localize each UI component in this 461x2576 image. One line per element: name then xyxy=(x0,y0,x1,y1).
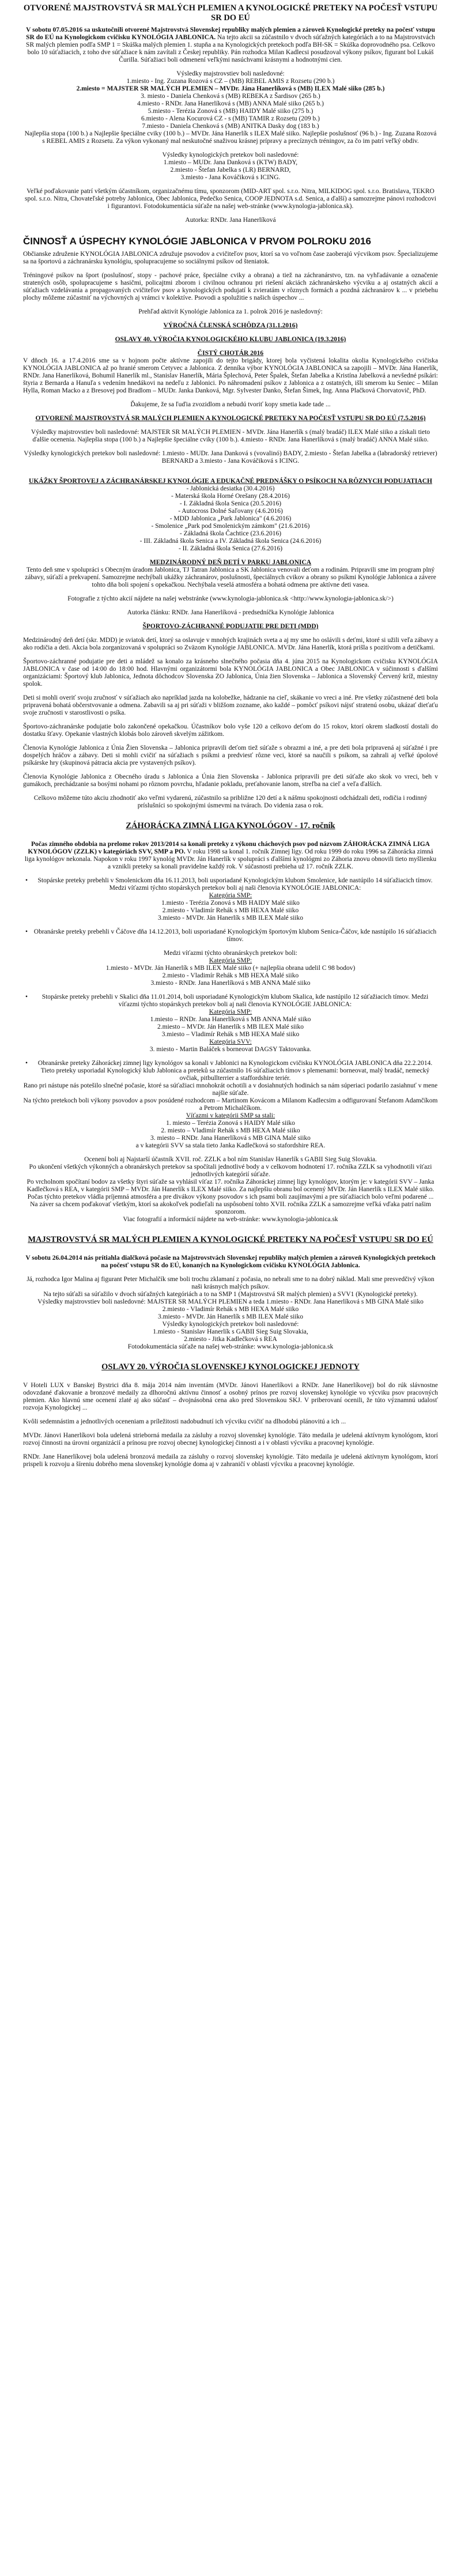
list-item: Najlepšia stopa (100 b.) a Najlepšie špeciálne cviky (100 b.) – MVDr. Jána Hanerlík s ILEX Malé siiko. Najlepšie poslušnosť (96 b.) - Ing. Zuzana Rozová s REBEL AMIS z Rozsetu. Za výkon vykonaný mal neskutočné snaživou krásnej prípravy a precíznych tréningov, za čo im patrí veľký obdiv. xyxy=(24,130,437,145)
list-item: - Smolenice „Park pod Smolenickým zámkom" (21.6.2016) xyxy=(151,523,310,530)
list-item: 2.miesto - Štefan Jabelka s (LR) BERNARD, xyxy=(170,167,291,173)
list-item: - II. Základná škola Senica (27.6.2016) xyxy=(178,545,283,552)
s2-majst-heading: OTVORENÉ MAJSTROVSTVÁ SR MALÝCH PLEMIEN A KYNOLOGICKÉ PRETEKY NA POČESŤ VSTUPU SR DO EÚ (7.5.2016) xyxy=(35,415,426,422)
list-item: 2.miesto - Vladimír Rehák s MB HEXA Malé siiko xyxy=(162,1306,299,1313)
list-item: 1.miesto – RNDr. Jana Hanerlíková s MB ANNA Malé siiko xyxy=(150,1016,311,1023)
s6-p2: Kvôli sedemnástim a jednotlivých oceneniam a príležitosti nadobudnutí ich výcviku cvičiť na dlhodobú plánovitú a ich ... xyxy=(23,1418,346,1425)
s5-body xyxy=(23,1276,438,1351)
list-item: • Stopárske preteky prebehli v Skalici dňa 11.01.2014, boli usporiadané Kynologickým klubom Skalica, kde nastúpilo 12 súťažiacich tímov. Medzi víťazmi týchto stopárskych pretekov boli aj naši členovia KYNOLÓGIE JABLONICA: xyxy=(23,994,438,1009)
s4-round1 xyxy=(23,877,438,922)
list-item: • Obranárske preteky prebehli v Čáčove dňa 14.12.2013, boli usporiadané Kynologickým športovým klubom Senica-Čáčov, kde nastúpilo 16 súťažiacich tímov. xyxy=(23,928,438,943)
list-item: 1.miesto - Stanislav Hanerlík s GABII Sieg Suig Slovakia, xyxy=(153,1328,308,1335)
list-item: Výsledky kynologických pretekov boli nasledovné: xyxy=(162,1321,299,1328)
list-item: 3. miesto – RNDr. Jana Hanerlíková s MB GINA Malé siiko xyxy=(150,1135,311,1142)
list-item: 3. miesto - Daniela Chenková s (MB) REBEKA z Šardisov (265 b.) xyxy=(141,93,320,100)
category-label: Kategória SMP: xyxy=(209,957,252,964)
s6-p3: MVDr. Jánovi Hanerlíkovi bola udelená strieborná medaila za zásluhy a rozvoj slovenskej kynológie. Táto medaila je udelená aktívnym kynológom, ktorí rozvoj činnosti na úrovni organizácií a prínosu pre rozvoj obecnej kynologickej činnosti a i v oblasti výcviku a pracovnej kynológie. xyxy=(23,1432,438,1446)
s3-p1: Medzinárodný deň detí (skr. MDD) je sviatok detí, ktorý sa oslavuje v mnohých krajinách sveta a aj my sme ho oslávili s deťmi, ktoré si užili veľa zábavy a ako rodičia a deti. Akcia bola zorganizovaná v spolupráci so Zväzom Kynológie JABLONICA. MVDr. Jána Hanerlík, ktorá prišla s pozitívom a detičkami. xyxy=(23,637,438,651)
list-item: - MDD Jablonica „Park Jablonica" (4.6.2016) xyxy=(169,515,292,522)
s1-author: Autorka: RNDr. Jana Hanerlíková xyxy=(185,217,276,224)
s1-intro-bold: V sobotu 07.05.2016 sa uskutočnili otvorené Majstrovstvá Slovenskej republiky malých plemien a zároveň Kynologické preteky na počesť vstupu SR do EÚ na Kynologickom cvičisku KYNOLÓGIA JABLONICA. xyxy=(26,27,435,41)
list-item: 3.miesto – Vladimír Rehák s MB HEXA Malé siiko xyxy=(161,1031,300,1038)
s1-results xyxy=(23,70,438,145)
s3-p4: Športovo-záchranárske podujatie bolo zakončené opekačkou. Účastníkov bolo vyše 120 a celkovo deťom do 15 rokov, ktorí okrem sladkostí dostali do dostatku šťavy. Opekanie vlastných klobás bolo zároveň skvelým zážitkom. xyxy=(23,723,438,738)
s2-majst2: Výsledky kynologických pretekov boli nasledovné: 1.miesto - MUDr. Jana Danková s (vovalinó) BADY, 2.miesto - Štefan Jabelka a (labradorský retriever) BERNARD a 3.miesto - Jana Kováčiková s ICING. xyxy=(24,450,437,464)
s2-p1: Občianske združenie KYNOLÓGIA JABLONICA združuje psovodov a cvičiteľov psov, ktorí sa vo voľnom čase zaoberajú výcvikom psov. Špecializujeme sa na športovú a záchranársku kynológiu, spolupracujeme so sociálnymi psíkov od šteniatok. xyxy=(23,251,438,265)
s1-thanks: Veľké poďakovanie patrí všetkým účastníkom, organizačnému tímu, sponzorom (MID-ART spol. s.r.o. Nitra, MILKIDOG spol. s.r.o. Bratislava, TEKRO spol. s.r.o. Nitra, Chovateľské potreby Jablonica, Obec Jablonica, Pedečko Senica, COOP JEDNOTA s.d. Senica, a ďalší) a samozrejme pánovi rozhodcovi i figurantovi. Fotodokumentácia súťaže na našej web-stránke (www.kynologia-jablonica.sk). xyxy=(24,188,436,210)
list-item: Ocenení boli aj Najstarší účastník XVII. roč. ZZLK a bol ním Stanislav Hanerlík s GABII Sieg Suig Slovakia. xyxy=(84,1156,377,1163)
list-item: 3.miesto - Jana Kováčiková s ICING. xyxy=(180,174,281,181)
page xyxy=(23,0,438,1468)
list-item: - Jablonická desiatka (30.4.2016) xyxy=(186,485,275,492)
s3-p2: Športovo-záchranné podujatie pre deti a mládež sa konalo za krásneho slnečného počasia dňa 4. júna 2015 na Kynologickom cvičisku KYNOLÓGIA JABLONICA v čase od 14:00 do 18:00 hod. Hlavnými organizátormi bola KYNOLÓGIA JABLONICA a Obec JABLONICA v súčinnosti s ďalšími organizáciami: Športový klub Jablonica, Jednota dôchodcov Slovenska ZO Jablonica, Únia žien Slovenska – Jablonica a Slovenský Červený kríž, miestny spolok. xyxy=(23,658,438,688)
list-item: - Základná škola Čachtice (23.6.2016) xyxy=(179,530,282,537)
list-item: 4.miesto - RNDr. Jana Hanerlíková s (MB) ANNA Malé siiko (265 b.) xyxy=(137,100,324,107)
list-item: 3. miesto - Martin Baláček s borneovat DAGSY Taktovanka. xyxy=(149,1046,312,1053)
list-item: a v kategórii SVV sa stala tieto Janka Kadlečková so stafordshire REA. xyxy=(135,1142,326,1149)
list-item: Počas týchto pretekov vládla príjemná atmosféra a pre divákov výkony psovodov s ich psami boli zaujímavými a pre súťažiacich bolo veľmi podarené ... xyxy=(27,1193,434,1200)
list-item: Po vrcholnom spočítaní bodov za všetky štyri súťaže sa vyhlásil víťaz 17. ročníka Záhoráckej zimnej ligy kynológov, ktorým je: v kategórii SVV – Janka Kadlečková s REA, v kategórii SMP – MVDr. Ján Hanerlík s ILEX Malé siiko. Za najlepšiu obranu bol ocenený MVDr. Ján Hanerlík s ILEX Malé siiko. xyxy=(27,1179,434,1193)
s2-cistenie-heading: ČISTÝ CHOTÁR 2016 xyxy=(197,350,264,357)
s4-round2 xyxy=(23,928,438,987)
s2-ukazky-heading: UKÁŽKY ŠPORTOVEJ A ZÁCHRANÁRSKEJ KYNOLÓGIE A EDUKAČNÉ PREDNÁŠKY O PSÍKOCH NA RÔZNYCH PODUJATIACH xyxy=(29,478,432,485)
list-item: 2.miesto - Vladimír Rehák s MB HEXA Malé siiko xyxy=(162,907,299,914)
category-label: Kategória SMP: xyxy=(209,892,252,899)
list-item: 3.miesto - RNDr. Jana Hanerlíková s MB ANNA Malé siiko xyxy=(150,980,311,987)
s2-author: Autorka článku: RNDr. Jana Hanerlíková - predsedníčka Kynológie Jablonica xyxy=(127,609,334,616)
list-item: Na týchto pretekoch boli výkony psovodov a psov posúdené rozhodcom – Martinom Kovácom a Milanom Kadlecsim a odfigurovaní Štefanom Adamčíkom a Petrom Michalčíkom. xyxy=(23,1097,438,1112)
list-item: 5.miesto - Terézia Zonová s (MB) HAIDY Malé siiko (275 b.) xyxy=(148,108,313,115)
list-item: 2. miesto – Vladimír Rehák s MB HEXA Malé siiko xyxy=(161,1127,300,1134)
category-label: Víťazmi v kategórii SMP sa stali: xyxy=(186,1112,275,1119)
s5-web-link[interactable]: Fotodokumentácia súťaže na našej web-stránke: www.kynologia-jablonica.sk xyxy=(127,1343,334,1350)
s1-title: OTVORENÉ MAJSTROVSTVÁ SR MALÝCH PLEMIEN A KYNOLOGICKÉ PRETEKY NA POČESŤ VSTUPU SR DO EÚ xyxy=(23,3,438,22)
s4-web-link[interactable]: Viac fotografií a informácií nájdete na web-stránke: www.kynologia-jablonica.sk xyxy=(123,1216,338,1223)
s5-title: MAJSTROVSTVÁ SR MALÝCH PLEMIEN A KYNOLOGICKÉ PRETEKY NA POČESŤ VSTUPU SR DO EÚ xyxy=(28,1235,433,1244)
s4-title: ZÁHORÁCKA ZIMNÁ LIGA KYNOLÓGOV - 17. ročník xyxy=(126,821,335,830)
list-item: 2.miesto = MAJSTER SR MALÝCH PLEMIEN – MVDr. Jána Hanerlíková s (MB) ILEX Malé siiko (285 b.) xyxy=(76,85,385,92)
list-item: - III. Základná škola Senica a IV. Základná škola Senica (24.6.2016) xyxy=(139,538,322,545)
list-item: Po ukončení všetkých výkonných a obranárskych pretekov sa spočítali jednotlivé body a v celkovom hodnotení 17. ročníka ZZLK sa vyhodnotili víťazi jednotlivých kategórií súťaže. xyxy=(29,1164,432,1178)
s2-items xyxy=(23,322,438,343)
list-item: Medzi víťazmi týchto obranárskych pretekov boli: xyxy=(164,950,297,957)
s1-results-heading: Výsledky majstrovstiev boli nasledovné: xyxy=(176,70,285,77)
s3-p3: Deti si mohli overiť svoju zručnosť v súťažiach ako napríklad jazda na kolobežke, hádzanie na cieľ, skákanie vo vreci a iné. Pre všetky zúčastnené deti bola pripravená bohatá občerstvovanie a odmena. Zabavili sa aj pri súťaži v bližšom zozname, ako každé – pomôcť psíkovi nájsť stratenú osobu, ukázať dieťaťu svoje zručnosti v starostlivosti o psíka. xyxy=(23,694,438,716)
s2-ukazky xyxy=(23,485,438,553)
s3-p7: Celkovo môžeme túto akciu zhodnotiť ako veľmi vydarenú, zúčastnilo sa približne 120 detí a k nášmu spokojnosti odchádzali deti, rodičia i rodinný príslušníci so spokojnými úsmevmi na tvárach. Do videnia zasa o rok. xyxy=(33,795,428,809)
s4-intro-bold: Počas zimného obdobia na prelome rokov 2013/2014 sa konali preteky z výkonu cháchových psov pod názvom ZÁHORÁCKA ZIMNÁ LIGA KYNOLÓGOV (ZZLK) v kategóriách SVV, SMP a PO. xyxy=(28,841,430,855)
category-label: Kategória SVV: xyxy=(209,1038,252,1045)
s2-p2: Tréningové psíkov na šport (poslušnosť, stopy - pachové práce, špeciálne cviky a obrana) a tiež na záchranárstvo, tzn. na vyhľadávanie a označenie stratených osôb, spolupracujeme s hasičmi, policajtmi zborom i civilnou ochranou pri riešení akciách záchranárskeho výcviku a aj ostatných akcií a súťažiach vzdelávania a propagovaných cvičiteľov psov a kynologických podujatí k zvieratám v rôznych formách a pozdná záchranárov k ... v priebehu plochy môžeme zúčastniť na výchovných aj vrámci v kolektíve. Psovodi a spolužitie s našich úspechov ... xyxy=(23,272,438,301)
s4-round3 xyxy=(23,994,438,1053)
s2-cistenie: V dňoch 16. a 17.4.2016 sme sa v hojnom počte aktívne zapojili do tejto brigády, ktorej bola vyčistená lokalita okolia Kynologického cvičiska KYNOLÓGIA JABLONICA až po hranié smerom Cetyvec a Jablonica. Z denníka výbor KYNOLÓGIA JABLONICA sa zapojili – MVDr. Jána Hanerlík, RNDr. Jana Hanerlíková, Bohumil Hanerlík ml., Stanislav Hanerlík, Mária Šplechová, Peter Špalek, Štefan Jabelka a Kristína Jabelková a nevšedné psíkári: štyria z Bernarda a Hanuľa s vedením hnedákovi na nedeľu z Jablonici. Po náhromadení psíkov z Jablonica a z ostatných, išli smerom ku Seniec – Milan Hylla, Roman Macko a z Bresovej pod Bradlom – MUDr. Janka Danková, Mgr. Sylvester Danko, Štefan Šimek, Ing. Anna Plačková Chorvatovič, PhD. xyxy=(23,357,438,394)
list-item: - I. Základná škola Senica (20.5.2016) xyxy=(179,500,282,507)
list-item: 1.miesto - MVDr. Ján Hanerlík s MB ILEX Malé siiko (+ najlepšia obrana udelil C 98 bodov) xyxy=(105,965,356,972)
list-item: Na záver sa chcem poďakovať všetkým, ktorí sa akokoľvek podieľali na uspôsobení tohto XVII. ročníka ZZLK a samozrejme veľká vďaka patrí našim sponzorom. xyxy=(30,1201,431,1215)
list-item: 1. miesto – Terézia Zonová s HAIDY Malé siiko xyxy=(166,1120,295,1127)
list-item: VÝROČNÁ ČLENSKÁ SCHÔDZA (31.1.2016) xyxy=(163,322,298,329)
s6-p4: RNDr. Jane Hanerlíkovej bola udelená bronzová medaila za zásluhy o rozvoj slovenskej kynológie. Táto medaila je udelená aktívnym kynológom, ktorí prispeli k rozvoju a šíreniu dobrého mena slovenskej kynológie doma aj v zahraničí v oblasti výcviku a pracovnej kynológie. xyxy=(23,1453,438,1468)
list-item: OSLAVY 40. VÝROČIA KYNOLOGICKÉHO KLUBU JABLONICA (19.3.2016) xyxy=(115,336,346,343)
s2-tabor: Tento deň sme v spolupráci s Obecným úradom Jablonica, TJ Tatran Jablonica a SK Jablonica venovali deťom a rodinám. Pripravili sme im program plný zábavy, súťaží a prekvapení. Samozrejme nechýbali ukážky záchranárov, poslušnosti, špeciálnych cvikov a obrany so psíkmi Kynológie Jablonica a závere tohto dňa boli spojení s opekačkou. Nechýbala veselá atmosféra a bohatá odmena pre aktívne deti vasea. xyxy=(25,566,436,588)
s2-cistenie-end: Ďakujeme, že sa ľuďia zvozidlom a nebudú tvoriť kopy smetia kade tade ... xyxy=(130,401,331,408)
list-item: 1.miesto – MUDr. Jana Danková s (KTW) BADY, xyxy=(163,159,298,166)
s2-p3: Prehľad aktivít Kynológie Jablonica za 1. polrok 2016 je nasledovný: xyxy=(138,308,323,315)
s4-round4 xyxy=(23,1060,438,1223)
list-item: Na tejto súťaži sa súťažilo v dvoch súťažných kategóriách a to na SMP 1 (Majstrovstvá SR malých plemien) a SVV1 (Kynologické preteky). xyxy=(43,1291,418,1298)
s1-preteky xyxy=(23,152,438,182)
s2-tabor-heading: MEDZINÁRODNÝ DEŇ DETÍ V PARKU JABLONICA xyxy=(149,559,312,566)
list-item: 3.miesto - MVDr. Ján Hanerlík s MB ILEX Malé siiko xyxy=(157,915,303,921)
s1-preteky-heading: Výsledky kynologických pretekov boli nasledovné: xyxy=(162,152,299,158)
s4-intro: V roku 1998 sa konal 1. ročník Zimnej ligy. Od roku 1999 do roku 1996 sa Záhorácka zimná liga kynológov nekonala. Napokon v roku 1997 kynológ MVDr. Ján Hanerlík v spolupráci s ďalšími kynológmi zo Záhoria znovu obnovili tieto myšlienku a vznikli preteky sa konali pravidelne každý rok. V súčasnosti prebieha už 17. ročník ZZLK. xyxy=(24,848,437,870)
s2-title: ČINNOSŤ A ÚSPECHY KYNOLÓGIE JABLONICA V PRVOM POLROKU 2016 xyxy=(23,236,371,247)
s2-foto-link[interactable]: Fotografie z týchto akcií nájdete na našej webstránke (www.kynologia-jablonica.sk <http://www.kynologia-jablonica.sk/>) xyxy=(67,595,394,602)
s6-p1: V Hoteli LUX v Banskej Bystrici dňa 8. mája 2014 nám inventám (MVDr. Jánovi Hanerlíkovi a RNDr. Jane Hanerlíkovej) bol do rúk slávnostne odovzdané ďakovanie a bronzové medaily za dlhoročnú aktívnu činnosť a osobný prínos pre rozvoj slovenskej kynológie vo výcviku psov pracovných plemien. Ako hlavnú sme ocenení zlaté aj ako súčasť – dvojnásobná cena ako pred Slovenskou SKJ. V priberovaní ocenili, že túto významnú udalosť rozvoja Kynologickej ... xyxy=(23,1382,438,1411)
category-label: Kategória SMP: xyxy=(209,1009,252,1015)
list-item: 2.miesto – MVDr. Ján Hanerlík s MB ILEX Malé siiko xyxy=(157,1023,304,1030)
list-item: 7.miesto - Daniela Chenková s (MB) ANITKA Dasky dog (183 b.) xyxy=(142,123,319,130)
list-item: Rano pri nástupe nás potešilo slnečné počasie, ktoré sa súťažiaci mnohokrát ochotili a v dosiahnutých hodinách sa nám súperiaci podarilo zasiahnuť v mene najšie súťaže. xyxy=(23,1082,438,1097)
s1-intro-text: Na tejto akcii sa zúčastnilo v dvoch súťažných kategóriách a to na Majstrovstvách SR malých plemien podľa SMP 1 = Skúška malých plemien 1. stupňa a na Kynologických pretekoch podľa BH-SK = Skúška doprovodného psa. Celkovo bolo 10 súťažiacich, z toho dve súťažiace k nám zavítali z Českej republiky. Pán rozhodca Milan Kadlecsi posudzoval výkony psíkov, figurant bol Lukáš Čurilla. Súťažiaci boli odmenení veľkými nasúchvami krásnymi a hodnotnými cien. xyxy=(26,34,435,63)
s2-majst: Výsledky majstrovstiev boli nasledovné: MAJSTER SR MALÝCH PLEMIEN - MVDr. Jána Hanerlík s (malý bradáč) ILEX Malé siiko a získali tieto ďalšie ocenenia. Najlepšia stopa (100 b.) a Najlepšie špeciálne cviky (100 b.). 4.miesto - RNDr. Jana Hanerlíková s (malý bradáč) ANNA Malé siiko. xyxy=(31,429,430,443)
list-item: 1.miesto - Terézia Zonová s MB HAIDY Malé siiko xyxy=(161,900,300,906)
list-item: - Materská škola Horné Orešany (28.4.2016) xyxy=(171,493,290,500)
list-item: • Stopárske preteky prebehli v Smolenickom dňa 16.11.2013, boli usporiadané Kynologickým klubom Smolenice, kde nastúpilo 14 súťažiacich tímov. Medzi víťazmi týchto stopárskych pretekov boli aj naši členovia KYNOLÓGIE JABLONICA: xyxy=(23,877,438,892)
list-item: Já, rozhodca Igor Malina aj figurant Peter Michalčík sme boli trochu zklamaní z počasia, no nebrali sme to na dobrý náklad. Mali sme presvedčivý výkon naši krásnych malých psíkov. xyxy=(27,1276,434,1290)
list-item: Výsledky majstrovstiev boli nasledovné: MAJSTER SR MALÝCH PLEMIEN a teda 1.miesto - RNDr. Jana Hanerlíková s MB GINA Malé siiko xyxy=(37,1298,424,1305)
list-item: - Autocross Dolné Saľovany (4.6.2016) xyxy=(178,508,283,515)
s6-title: OSLAVY 20. VÝROČIA SLOVENSKEJ KYNOLOGICKEJ JEDNOTY xyxy=(101,1362,360,1372)
list-item: 6.miesto - Alena Kocurová CZ - s (MB) TAMIR z Rozsetu (209 b.) xyxy=(141,115,320,122)
list-item: 2.miesto - Vladimír Rehák s MB HEXA Malé siiko xyxy=(162,972,299,979)
s5-intro-bold: V sobotu 26.04.2014 nás prítiahla dialčková počasie na Majstrovstvách Slovenskej republiky malých plemien a zároveň Kynologických pretekoch na počesť vstupu SR do EÚ, konaných na Kynologickom cvičisku KYNOLÓGIA Jablonica. xyxy=(25,1255,436,1269)
list-item: 2.miesto - Jitka Kadlečková s REA xyxy=(184,1336,277,1343)
list-item: • Obranárske preteky Záhoráckej zimnej ligy kynológov sa konali v Jablonici na Kynologickom cvičisku KYNOLÓGIA JABLONICA dňa 22.2.2014. Tieto preteky usporiadal Kynologický klub Jablonica a preteků sa zúčastnilo 16 súťažiacich tímov s plemenami: borneovat, malý bradáč, nemecký ovčiak, pitbullterrier a staffordshire teriér. xyxy=(23,1060,438,1082)
s1-intro xyxy=(23,27,438,64)
list-item: 1.miesto - Ing. Zuzana Rozová s CZ – (MB) REBEL AMIS z Rozsetu (290 b.) xyxy=(126,78,335,85)
s3-p6: Členovia Kynológie Jablonica z Obecného úradu s Jablonica a Únia žien Slovenska - Jablonica pripravili pre deti súťaže ako skok vo vreci, beh v gumákoch, prechádzanie sa bosými nohami po rôznom povrchu, hľadanie pokladu, preťahovanie lanom, streľba na cieľ a veľa ďalších. xyxy=(23,773,438,788)
s3-p5: Členovia Kynológie Jablonica z Únia Žien Slovenska – Jablonica pripravili deťom tiež súťaže s obrazmi a iné, a pre deti bola pripravená aj súťažné i pre dospelých hráčov a zábavy. Deti si mohli cvičiť na súťažiach s psíkmi a predviesť rôzne veci, ktoré sa naučili s psíkom, sa zahrali aj veľké úpolové psíkárske hry (skupinová pátracia akcia pre vystavených psíkov). xyxy=(23,745,438,766)
list-item: 3.miesto - MVDr. Ján Hanerlík s MB ILEX Malé siiko xyxy=(157,1313,303,1320)
s3-heading: ŠPORTOVO-ZÁCHRANNÉ PODUJATIE PRE DETI (MDD) xyxy=(142,623,319,630)
